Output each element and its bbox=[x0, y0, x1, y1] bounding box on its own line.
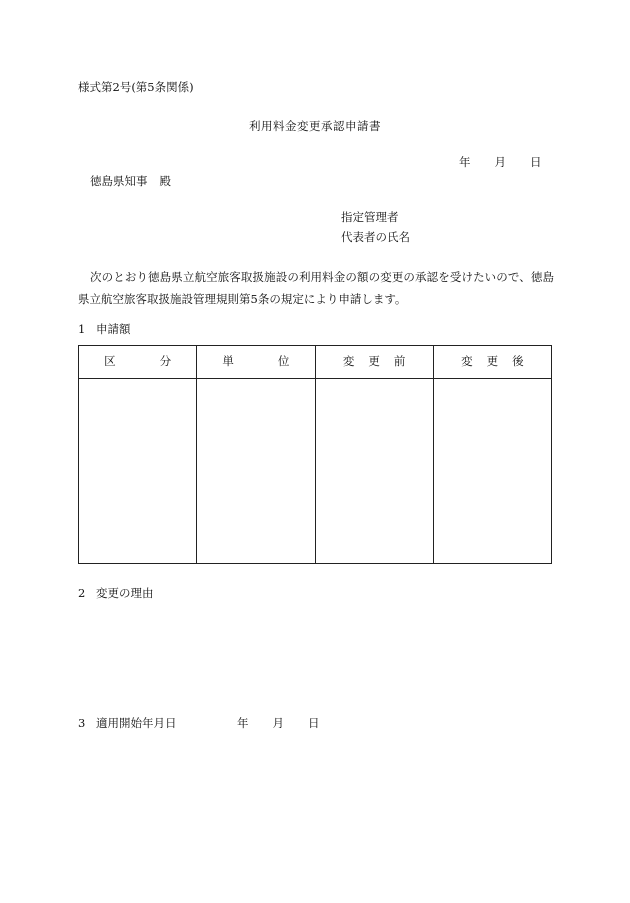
table-row bbox=[79, 379, 552, 564]
effective-day-label: 日 bbox=[308, 716, 320, 730]
addressee-name: 徳島県知事 bbox=[90, 174, 148, 188]
section-2-number: 2 bbox=[78, 586, 86, 600]
date-day-label: 日 bbox=[530, 155, 542, 169]
column-header-before-change: 変 更 前 bbox=[315, 346, 433, 379]
date-year-label: 年 bbox=[459, 155, 471, 169]
column-header-after-change: 変 更 後 bbox=[433, 346, 551, 379]
effective-month-label: 月 bbox=[272, 716, 284, 730]
addressee bbox=[90, 176, 171, 188]
section-2-heading bbox=[78, 588, 154, 600]
form-number: 様式第2号(第5条関係) bbox=[78, 80, 194, 94]
column-header-unit: 単 位 bbox=[197, 346, 315, 379]
before-change-cell[interactable] bbox=[315, 379, 433, 564]
addressee-honorific: 殿 bbox=[159, 174, 171, 188]
column-header-category: 区 分 bbox=[79, 346, 197, 379]
submission-date bbox=[459, 157, 542, 169]
category-cell[interactable] bbox=[79, 379, 197, 564]
representative-name-label: 代表者の氏名 bbox=[341, 230, 410, 244]
after-change-cell[interactable] bbox=[433, 379, 551, 564]
document-title: 利用料金変更承認申請書 bbox=[249, 119, 381, 133]
unit-cell[interactable] bbox=[197, 379, 315, 564]
section-1-title: 申請額 bbox=[96, 322, 131, 336]
section-3-heading bbox=[78, 718, 177, 730]
fee-change-table bbox=[78, 345, 552, 564]
section-3-number: 3 bbox=[78, 716, 86, 730]
designated-manager-label: 指定管理者 bbox=[341, 210, 399, 224]
table-header-row bbox=[79, 346, 552, 379]
section-1-number: 1 bbox=[78, 322, 86, 336]
section-3-title: 適用開始年月日 bbox=[96, 716, 177, 730]
application-statement: 次のとおり徳島県立航空旅客取扱施設の利用料金の額の変更の承認を受けたいので、徳島県立航空旅客取扱施設管理規則第5条の規定により申請します。 bbox=[78, 270, 554, 306]
effective-year-label: 年 bbox=[237, 716, 249, 730]
section-1-heading bbox=[78, 324, 131, 336]
date-month-label: 月 bbox=[494, 155, 506, 169]
section-2-title: 変更の理由 bbox=[96, 586, 154, 600]
effective-date bbox=[237, 718, 320, 730]
